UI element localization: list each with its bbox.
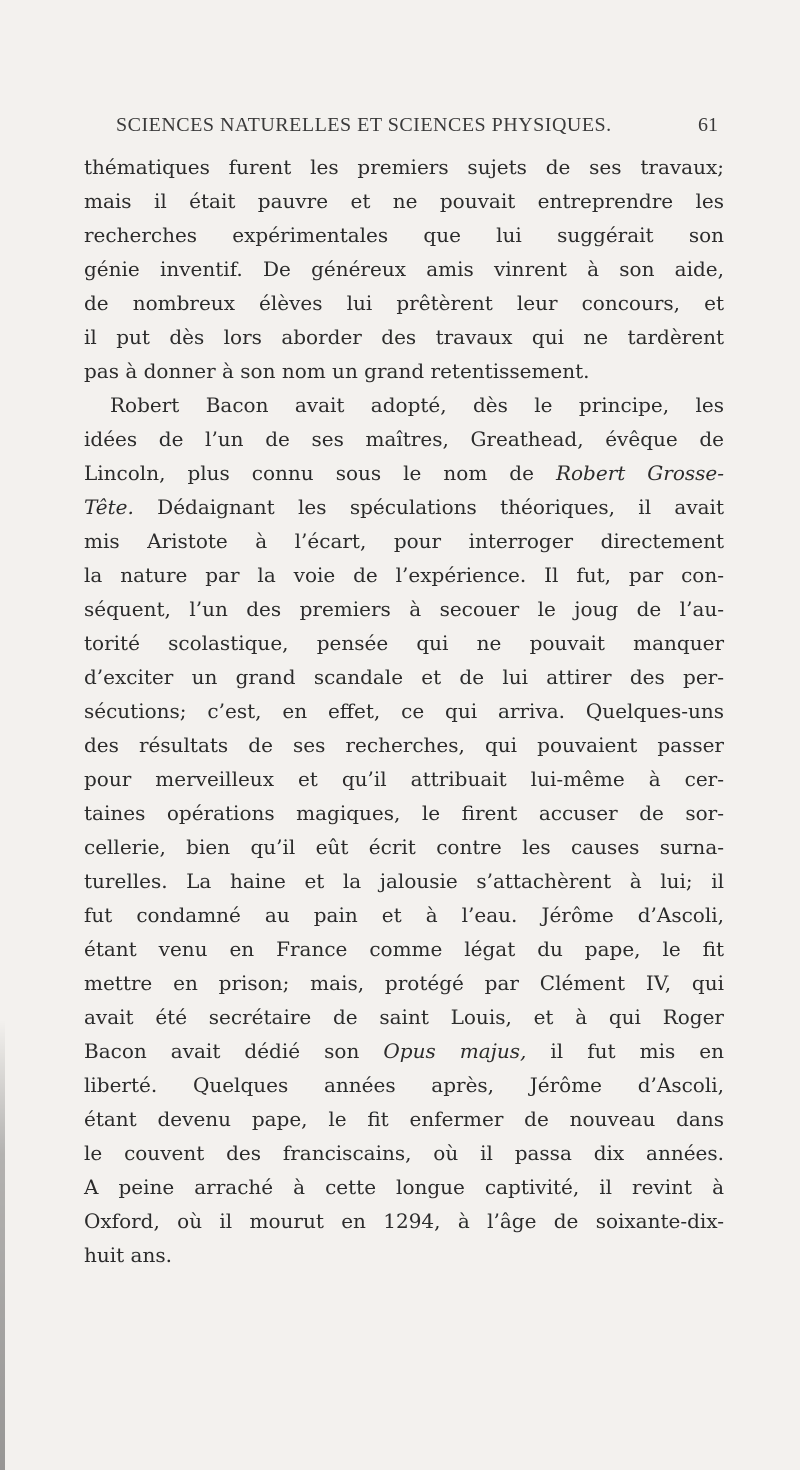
text-line: le couvent des franciscains, où il passa dix années. (84, 1141, 724, 1165)
text-line: thématiques furent les premiers sujets de ses travaux; (84, 155, 724, 179)
text-line: étant devenu pape, le fit enfermer de nouveau dans (84, 1107, 724, 1131)
text-line: avait été secrétaire de saint Louis, et à qui Roger (84, 1005, 724, 1029)
text-line: taines opérations magiques, le firent accuser de sor- (84, 801, 724, 825)
text-line: Oxford, où il mourut en 1294, à l’âge de soixante-dix- (84, 1209, 724, 1233)
italic-name: Robert Grosse- (555, 461, 724, 485)
italic-title: Opus majus, (383, 1039, 527, 1063)
text-line: la nature par la voie de l’expérience. Il fut, par con- (84, 563, 724, 587)
running-title: SCIENCES NATURELLES ET SCIENCES PHYSIQUES. (116, 114, 612, 136)
page-number: 61 (698, 114, 718, 136)
text-line: Tête. Dédaignant les spéculations théoriques, il avait (84, 495, 724, 519)
italic-name: Tête. (84, 495, 134, 519)
text-line: génie inventif. De généreux amis vinrent à son aide, (84, 257, 724, 281)
text-line: il put dès lors aborder des travaux qui ne tardèrent (84, 325, 724, 349)
text-line: pour merveilleux et qu’il attribuait lui-même à cer- (84, 767, 724, 791)
page-edge-shadow (0, 1020, 5, 1470)
text-line: Bacon avait dédié son Opus majus, il fut mis en (84, 1039, 724, 1063)
text-line: Lincoln, plus connu sous le nom de Robert Grosse- (84, 461, 724, 485)
text-line: mis Aristote à l’écart, pour interroger directement (84, 529, 724, 553)
text-line: liberté. Quelques années après, Jérôme d’Ascoli, (84, 1073, 724, 1097)
text-line: des résultats de ses recherches, qui pouvaient passer (84, 733, 724, 757)
body-text (84, 150, 724, 1272)
text-line: huit ans. (84, 1243, 172, 1267)
text-line: de nombreux élèves lui prêtèrent leur concours, et (84, 291, 724, 315)
text-line: pas à donner à son nom un grand retentissement. (84, 359, 590, 383)
text-line: turelles. La haine et la jalousie s’attachèrent à lui; il (84, 869, 724, 893)
text-line: étant venu en France comme légat du pape, le fit (84, 937, 724, 961)
text-line: mais il était pauvre et ne pouvait entreprendre les (84, 189, 724, 213)
text-line: sécutions; c’est, en effet, ce qui arriva. Quelques-uns (84, 699, 724, 723)
text-line: torité scolastique, pensée qui ne pouvait manquer (84, 631, 724, 655)
text-line: cellerie, bien qu’il eût écrit contre les causes surna- (84, 835, 724, 859)
text-line: recherches expérimentales que lui suggérait son (84, 223, 724, 247)
text-line: Robert Bacon avait adopté, dès le principe, les (110, 393, 724, 417)
text-line: A peine arraché à cette longue captivité, il revint à (84, 1175, 724, 1199)
text-line: idées de l’un de ses maîtres, Greathead, évêque de (84, 427, 724, 451)
text-line: séquent, l’un des premiers à secouer le joug de l’au- (84, 597, 724, 621)
text-line: mettre en prison; mais, protégé par Clément IV, qui (84, 971, 724, 995)
running-head (116, 114, 718, 138)
text-line: d’exciter un grand scandale et de lui attirer des per- (84, 665, 724, 689)
text-line: fut condamné au pain et à l’eau. Jérôme d’Ascoli, (84, 903, 724, 927)
